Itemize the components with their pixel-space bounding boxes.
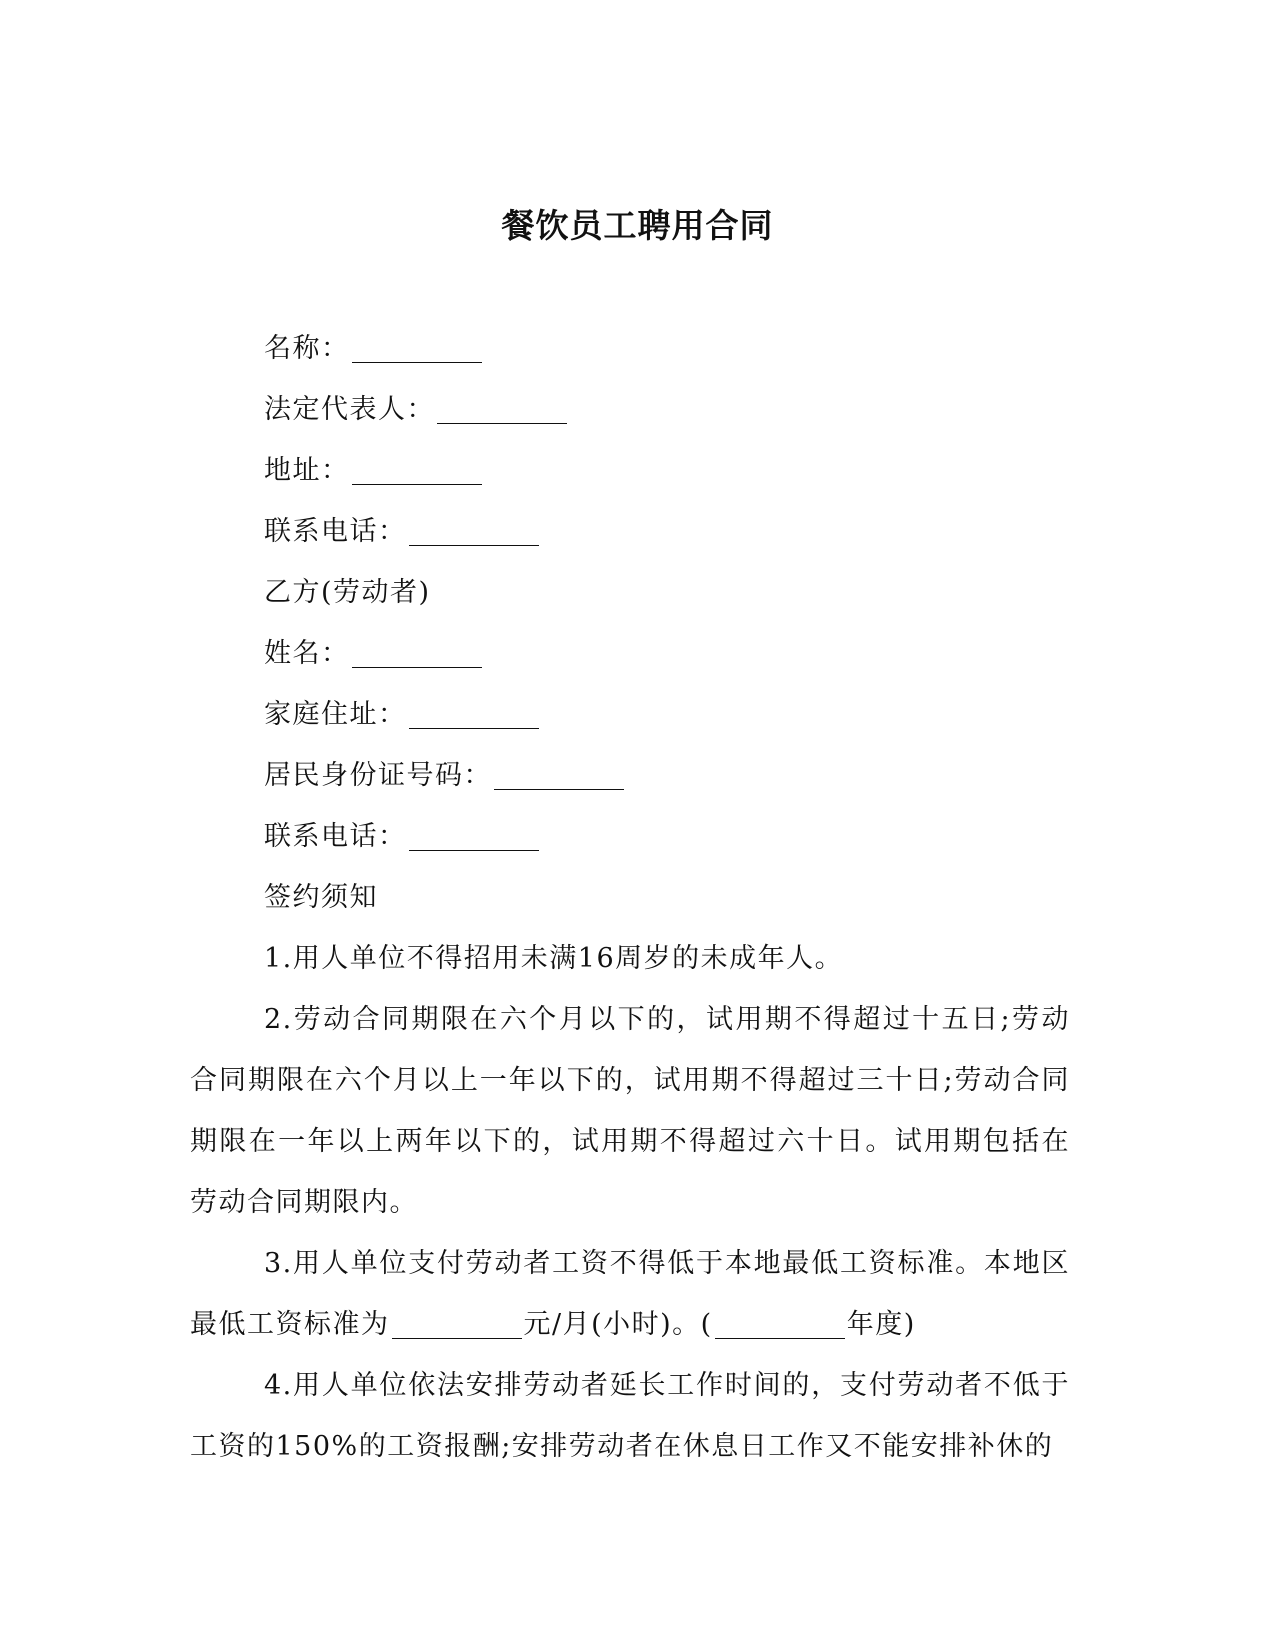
field-label: 名称： bbox=[264, 333, 350, 364]
party-b-heading: 乙方(劳动者) bbox=[264, 577, 431, 608]
party-b-name-field bbox=[190, 623, 1070, 684]
document-body bbox=[190, 318, 1070, 1477]
notice-item-1: 1.用人单位不得招用未满16周岁的未成年人。 bbox=[264, 943, 844, 974]
party-b-home-address-field bbox=[190, 684, 1070, 745]
field-label: 姓名： bbox=[264, 638, 350, 669]
blank-line bbox=[409, 513, 539, 546]
blank-line bbox=[392, 1306, 522, 1339]
notice-item-2: 2.劳动合同期限在六个月以下的，试用期不得超过十五日;劳动合同期限在六个月以上一年以下的，试用期不得超过三十日;劳动合同期限在一年以上两年以下的，试用期不得超过六十日。试用期包括在劳动合同期限内。 bbox=[190, 1004, 1070, 1218]
notice-item-3 bbox=[190, 1233, 1070, 1355]
field-label: 法定代表人： bbox=[264, 394, 435, 425]
field-label: 联系电话： bbox=[264, 821, 407, 852]
field-label: 地址： bbox=[264, 455, 350, 486]
blank-line bbox=[494, 757, 624, 790]
party-b-phone-field bbox=[190, 806, 1070, 867]
field-label: 居民身份证号码： bbox=[264, 760, 492, 791]
blank-line bbox=[409, 818, 539, 851]
blank-line bbox=[437, 391, 567, 424]
page-title: 餐饮员工聘用合同 bbox=[501, 206, 774, 245]
party-a-address-field bbox=[190, 440, 1070, 501]
party-b-id-number-field bbox=[190, 745, 1070, 806]
blank-line bbox=[352, 635, 482, 668]
blank-line bbox=[715, 1306, 845, 1339]
notice-item-4: 4.用人单位依法安排劳动者延长工作时间的，支付劳动者不低于工资的150%的工资报酬;安排劳动者在休息日工作又不能安排补休的 bbox=[190, 1370, 1070, 1462]
blank-line bbox=[352, 330, 482, 363]
party-a-name-field bbox=[190, 318, 1070, 379]
blank-line bbox=[352, 452, 482, 485]
party-a-legal-rep-field bbox=[190, 379, 1070, 440]
party-a-phone-field bbox=[190, 501, 1070, 562]
notice-heading: 签约须知 bbox=[264, 882, 378, 913]
field-label: 联系电话： bbox=[264, 516, 407, 547]
notice-item-3-text: 3.用人单位支付劳动者工资不得低于本地最低工资标准。本地区最低工资标准为 bbox=[190, 1248, 1070, 1340]
blank-line bbox=[409, 696, 539, 729]
field-label: 家庭住址： bbox=[264, 699, 407, 730]
notice-item-3-text: 年度) bbox=[846, 1309, 916, 1340]
notice-item-3-text: 元/月(小时)。( bbox=[523, 1309, 713, 1340]
